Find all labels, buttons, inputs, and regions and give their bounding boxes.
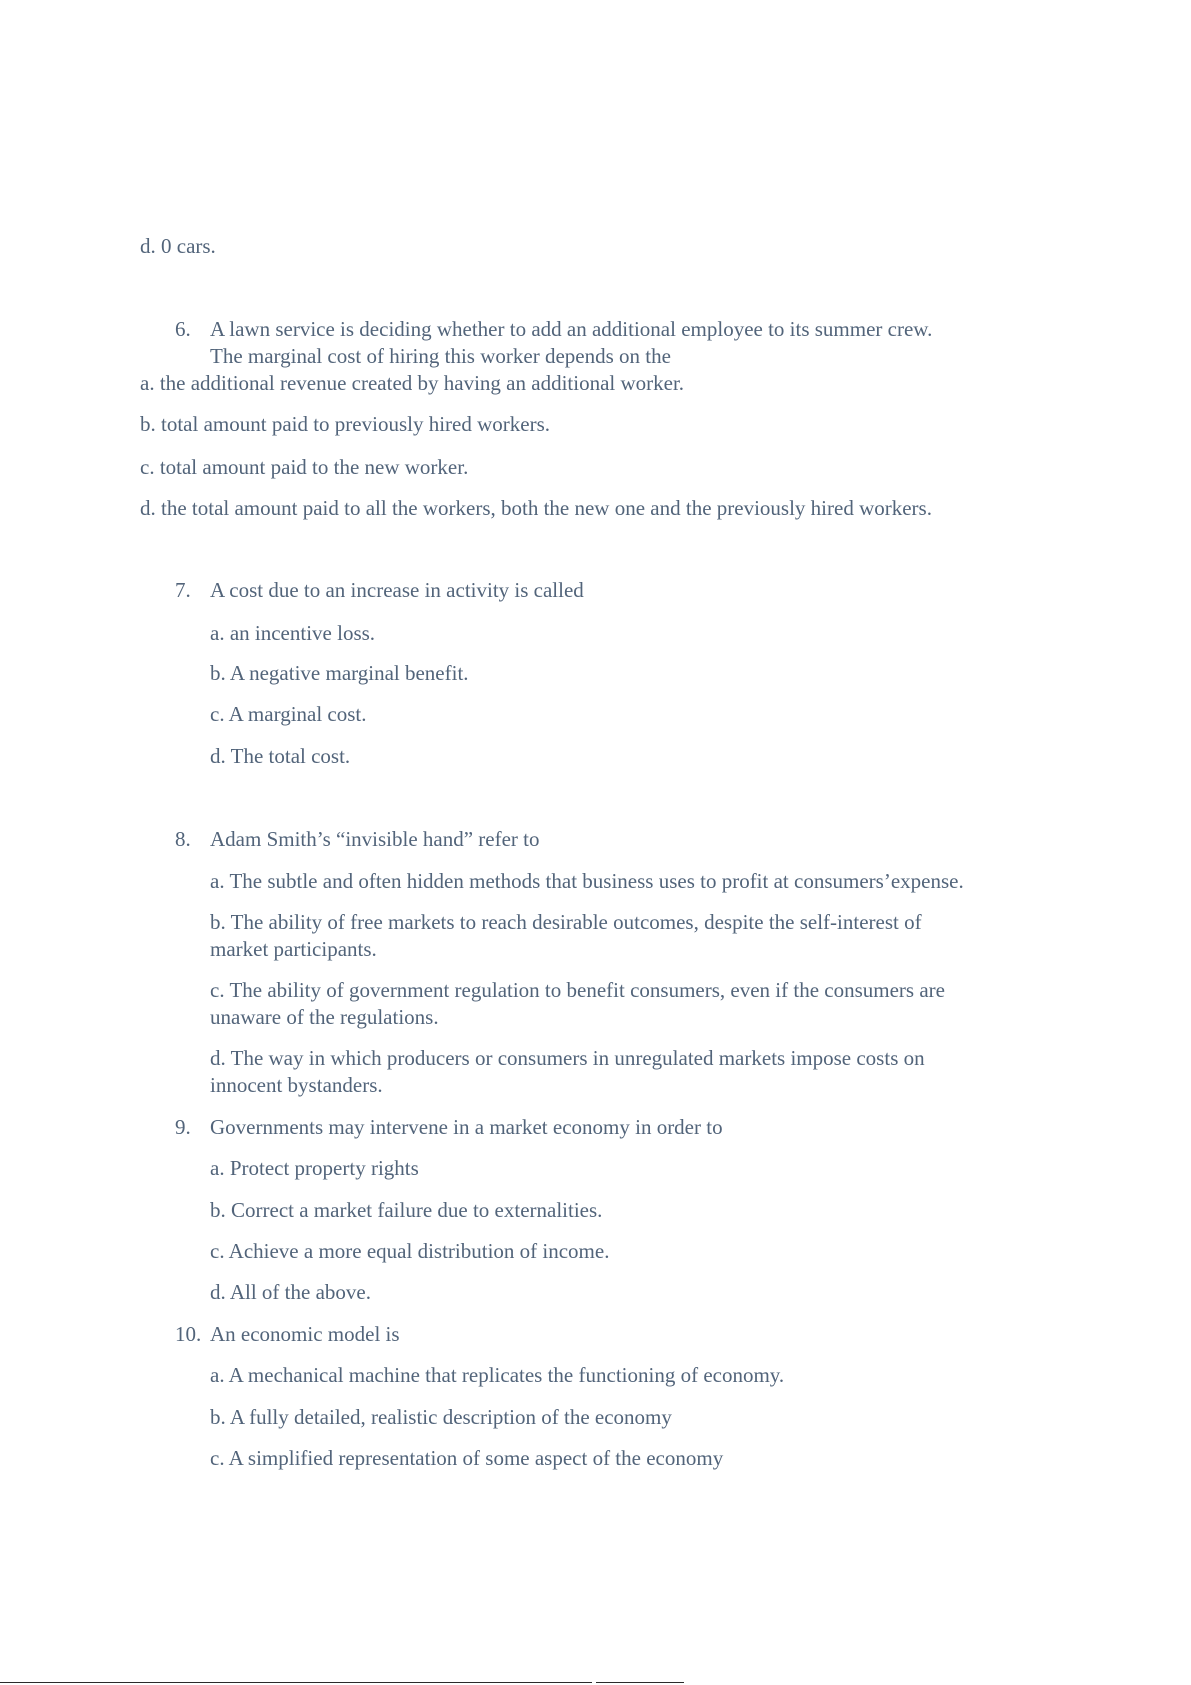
q6-stem-line-2: The marginal cost of hiring this worker depends on the (210, 344, 671, 368)
q8-option-c-line-1: c. The ability of government regulation to benefit consumers, even if the consumers are (210, 978, 945, 1002)
q6-option-a: a. the additional revenue created by having an additional worker. (140, 371, 685, 395)
q6-number: 6. (175, 317, 191, 341)
q10-option-b: b. A fully detailed, realistic description of the economy (210, 1405, 672, 1429)
q6-stem-line-1: A lawn service is deciding whether to add an additional employee to its summer crew. (210, 317, 933, 341)
q9-number: 9. (175, 1115, 191, 1139)
q5-option-d: d. 0 cars. (140, 234, 216, 258)
q8-stem: Adam Smith’s “invisible hand” refer to (210, 827, 540, 851)
q7-option-a: a. an incentive loss. (210, 621, 376, 645)
q10-stem: An economic model is (210, 1322, 400, 1346)
q6-option-d: d. the total amount paid to all the workers, both the new one and the previously hired workers. (140, 496, 932, 520)
q10-number: 10. (175, 1322, 202, 1346)
page-bottom-rule-short (596, 1682, 684, 1683)
q9-option-d: d. All of the above. (210, 1280, 371, 1304)
q7-option-b: b. A negative marginal benefit. (210, 661, 469, 685)
q8-option-d-line-1: d. The way in which producers or consumers in unregulated markets impose costs on (210, 1046, 925, 1070)
q9-stem: Governments may intervene in a market economy in order to (210, 1115, 723, 1139)
q7-option-c: c. A marginal cost. (210, 702, 367, 726)
q8-option-b-line-1: b. The ability of free markets to reach desirable outcomes, despite the self-interest of (210, 910, 922, 934)
q10-option-c: c. A simplified representation of some aspect of the economy (210, 1446, 724, 1470)
q9-option-b: b. Correct a market failure due to externalities. (210, 1198, 603, 1222)
q8-option-b-line-2: market participants. (210, 937, 377, 961)
q9-option-c: c. Achieve a more equal distribution of income. (210, 1239, 610, 1263)
q7-number: 7. (175, 578, 191, 602)
page-bottom-rule (0, 1682, 592, 1683)
q9-option-a: a. Protect property rights (210, 1156, 419, 1180)
q6-option-c: c. total amount paid to the new worker. (140, 455, 469, 479)
q10-option-a: a. A mechanical machine that replicates the functioning of economy. (210, 1363, 785, 1387)
q8-number: 8. (175, 827, 191, 851)
q7-stem: A cost due to an increase in activity is called (210, 578, 584, 602)
q8-option-a: a. The subtle and often hidden methods that business uses to profit at consumers’expense. (210, 869, 964, 893)
q6-option-b: b. total amount paid to previously hired workers. (140, 412, 551, 436)
q8-option-d-line-2: innocent bystanders. (210, 1073, 383, 1097)
q8-option-c-line-2: unaware of the regulations. (210, 1005, 439, 1029)
q7-option-d: d. The total cost. (210, 744, 351, 768)
